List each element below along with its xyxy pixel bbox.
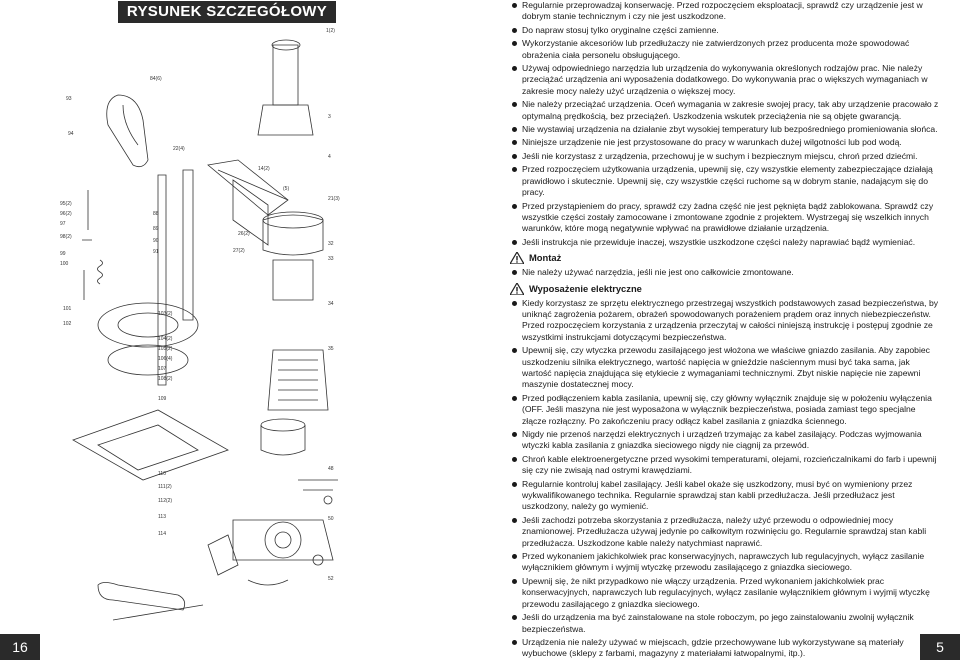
page-number-left: 16 bbox=[0, 634, 40, 660]
list-item: Jeśli do urządzenia ma być zainstalowane na stole roboczym, po jego zainstalowaniu zwolnij wyłącznik bezpieczeństwa. bbox=[510, 612, 940, 635]
list-item: Jeśli instrukcja nie przewiduje inaczej, wszystkie uszkodzone części należy naprawiać bądź wymieniać. bbox=[510, 237, 940, 248]
list-item: Chroń kable elektroenergetyczne przed wysokimi temperaturami, olejami, rozcieńczalnikami do farb i upewnij się czy nie zwisają nad ostrymi krawędziami. bbox=[510, 454, 940, 477]
svg-text:111(2): 111(2) bbox=[158, 484, 172, 490]
list-item: Przed przystąpieniem do pracy, sprawdź czy żadna część nie jest pęknięta bądź zablokowana. Sprawdź czy wszystkie części zostały zamocowane i zmontowane zgodnie z projektem. Wystrzegaj się wszelkich innych warunków, które mogą negatywnie wpływać na prawidłowe działanie urządzenia. bbox=[510, 201, 940, 235]
svg-text:100: 100 bbox=[60, 261, 69, 267]
svg-text:50: 50 bbox=[328, 516, 334, 522]
list-item: Jeśli nie korzystasz z urządzenia, przechowuj je w suchym i bezpiecznym miejscu, chroń przed dziećmi. bbox=[510, 151, 940, 162]
list-item: Przed podłączeniem kabla zasilania, upewnij się, czy główny wyłącznik znajduje się w położeniu wyłączenia (OFF. Jeśli maszyna nie jest wyposażona w wyłącznik bezpieczeństwa, posiada zamiast tego specjalne złącze rozłączny. Po zakończeniu pracy odłącz kabel zasilania z gniazdka ściennego. bbox=[510, 393, 940, 427]
svg-text:52: 52 bbox=[328, 576, 334, 582]
svg-text:98(2): 98(2) bbox=[60, 234, 72, 240]
list-item: Nie należy przeciążać urządzenia. Oceń wymagania w zakresie swojej pracy, tak aby urządzenie pracowało z optymalną prędkością, bez przeciążeń. Uszkodzenia wskutek przeciążenia nie są objęte gwarancją. bbox=[510, 99, 940, 122]
page-title: RYSUNEK SZCZEGÓŁOWY bbox=[118, 1, 336, 23]
page-number-right: 5 bbox=[920, 634, 960, 660]
svg-text:97: 97 bbox=[60, 221, 66, 227]
svg-text:102: 102 bbox=[63, 321, 72, 327]
list-item: Niniejsze urządzenie nie jest przystosowane do pracy w warunkach dużej wilgotności lub pod wodą. bbox=[510, 137, 940, 148]
svg-text:110: 110 bbox=[158, 471, 166, 477]
left-page bbox=[0, 0, 480, 660]
svg-text:3: 3 bbox=[328, 114, 331, 120]
safety-text bbox=[510, 0, 940, 662]
montaz-title: Montaż bbox=[529, 252, 562, 264]
warning-icon bbox=[510, 252, 524, 264]
right-page bbox=[480, 0, 960, 660]
svg-text:84(6): 84(6) bbox=[150, 76, 162, 82]
svg-text:96(2): 96(2) bbox=[60, 211, 72, 217]
svg-text:21(3): 21(3) bbox=[328, 196, 340, 202]
svg-text:88: 88 bbox=[153, 211, 159, 217]
list-item: Nie wystawiaj urządzenia na działanie zbyt wysokiej temperatury lub bezpośredniego promieniowania słońca. bbox=[510, 124, 940, 135]
svg-text:48: 48 bbox=[328, 466, 334, 472]
list-item: Przed wykonaniem jakichkolwiek prac konserwacyjnych, naprawczych lub regulacyjnych, wyłącz zasilanie wyłącznikiem głównym i wyjmij wtyczkę przewodu zasilającego z gniazdka sieciowego. bbox=[510, 551, 940, 574]
svg-text:(5): (5) bbox=[283, 186, 290, 192]
svg-text:109: 109 bbox=[158, 396, 167, 402]
svg-text:26(2): 26(2) bbox=[238, 231, 250, 237]
montaz-heading bbox=[510, 252, 940, 264]
list-item: Upewnij się, że nikt przypadkowo nie włączy urządzenia. Przed wykonaniem jakichkolwiek prac konserwacyjnych, naprawczych lub regulacyjnych, wyłącz zasilanie wyłącznikiem głównym i wyjmij wtyczkę przewodu zasilającego z gniazdka sieciowego. bbox=[510, 576, 940, 610]
svg-text:99: 99 bbox=[60, 251, 66, 257]
list-item: Kiedy korzystasz ze sprzętu elektrycznego przestrzegaj wszystkich podstawowych zasad bezpieczeństwa, by uniknąć zagrożenia pożarem, obrażeń spowodowanych porażeniem prądem oraz innych niebezpieczeństw. Przed rozpoczęciem korzystania z urządzenia przeczytaj w całości niniejszą instrukcję i postępuj zgodnie ze wszystkimi instrukcjami dotyczącymi bezpieczeństwa. bbox=[510, 298, 940, 344]
svg-text:94: 94 bbox=[68, 131, 74, 137]
svg-text:89: 89 bbox=[153, 226, 159, 232]
intro-list bbox=[510, 0, 940, 248]
svg-text:4: 4 bbox=[328, 154, 331, 160]
svg-text:27(2): 27(2) bbox=[233, 248, 245, 254]
list-item: Urządzenia nie należy używać w miejscach, gdzie przechowywane lub wykorzystywane są materiały wybuchowe (sklepy z farbami, magazyny z materiałami łatwopalnymi, itp.). bbox=[510, 637, 940, 660]
svg-text:91: 91 bbox=[153, 249, 159, 255]
list-item: Przed rozpoczęciem użytkowania urządzenia, upewnij się, czy wszystkie elementy zabezpieczające działają prawidłowo i skutecznie. Upewnij się, czy wszystkie części ruchome są w dobrym stanie, nadającym się do pracy. bbox=[510, 164, 940, 198]
electric-title: Wyposażenie elektryczne bbox=[529, 282, 642, 294]
svg-text:90: 90 bbox=[153, 238, 159, 244]
electric-heading bbox=[510, 283, 940, 295]
list-item: Wykorzystanie akcesoriów lub przedłużaczy nie zatwierdzonych przez producenta może spowodować obrażenia ciała personelu obsługującego. bbox=[510, 38, 940, 61]
list-item: Do napraw stosuj tylko oryginalne części zamienne. bbox=[510, 25, 940, 36]
svg-text:108(2): 108(2) bbox=[158, 376, 173, 382]
list-item: Nigdy nie przenoś narzędzi elektrycznych i urządzeń trzymając za kabel zasilający. Podczas wyjmowania wtyczki kabla zasilania z gniazdka sieciowego nigdy nie ciągnij za przewód. bbox=[510, 429, 940, 452]
svg-text:113: 113 bbox=[158, 514, 166, 520]
montaz-list bbox=[510, 267, 940, 278]
svg-text:33: 33 bbox=[328, 256, 334, 262]
svg-text:106(4): 106(4) bbox=[158, 356, 173, 362]
list-item: Używaj odpowiedniego narzędzia lub urządzenia do wykonywania określonych rodzajów prac. Nie należy przeciążać urządzenia ani wyposażenia dodatkowego. Do wykonywania prac o większych wymaganiach w zakresie mocy należy użyć urządzenia o większej mocy. bbox=[510, 63, 940, 97]
list-item: Regularnie kontroluj kabel zasilający. Jeśli kabel okaże się uszkodzony, musi być on wymieniony przez wykwalifikowanego technika. Regularnie sprawdzaj stan kabli przedłużacza. Jeśli przedłużacz jest uszkodzony, należy go wymienić. bbox=[510, 479, 940, 513]
svg-text:112(2): 112(2) bbox=[158, 498, 173, 504]
svg-text:104(2): 104(2) bbox=[158, 336, 173, 342]
exploded-parts-diagram bbox=[58, 20, 358, 640]
list-item: Nie należy używać narzędzia, jeśli nie jest ono całkowicie zmontowane. bbox=[510, 267, 940, 278]
svg-text:107: 107 bbox=[158, 366, 167, 372]
list-item: Upewnij się, czy wtyczka przewodu zasilającego jest włożona we właściwe gniazdo zasilania. Aby zapobiec uszkodzeniu silnika elektrycznego, wartość napięcia w gnieździe naściennym musi być taka sama, jak wartość napięcia znajdująca się etykiecie z wymaganiami technicznymi. Zbyt niskie napięcie nie zapewni maszynie dostatecznej mocy. bbox=[510, 345, 940, 391]
svg-text:103(2): 103(2) bbox=[158, 311, 173, 317]
warning-icon bbox=[510, 283, 524, 295]
svg-text:93: 93 bbox=[66, 96, 72, 102]
svg-text:32: 32 bbox=[328, 241, 334, 247]
svg-text:105(2): 105(2) bbox=[158, 346, 173, 352]
svg-text:34: 34 bbox=[328, 301, 334, 307]
list-item: Jeśli zachodzi potrzeba skorzystania z przedłużacza, należy użyć przewodu o odpowiedniej mocy znamionowej. Przedłużacza używaj jedynie po całkowitym rozwinięciu go. Regularnie sprawdzaj stan kabli przedłużacza. Uszkodzone kable należy natychmiast naprawić. bbox=[510, 515, 940, 549]
svg-text:101: 101 bbox=[63, 306, 72, 312]
svg-text:22(4): 22(4) bbox=[173, 146, 185, 152]
svg-text:14(2): 14(2) bbox=[258, 166, 270, 172]
svg-text:1(2): 1(2) bbox=[326, 28, 335, 34]
svg-text:35: 35 bbox=[328, 346, 334, 352]
list-item: Regularnie przeprowadzaj konserwację. Przed rozpoczęciem eksploatacji, sprawdź czy urządzenie jest w dobrym stanie technicznym i czy nie jest uszkodzone. bbox=[510, 0, 940, 23]
svg-text:95(2): 95(2) bbox=[60, 201, 72, 207]
electric-list bbox=[510, 298, 940, 660]
svg-text:114: 114 bbox=[158, 531, 166, 537]
